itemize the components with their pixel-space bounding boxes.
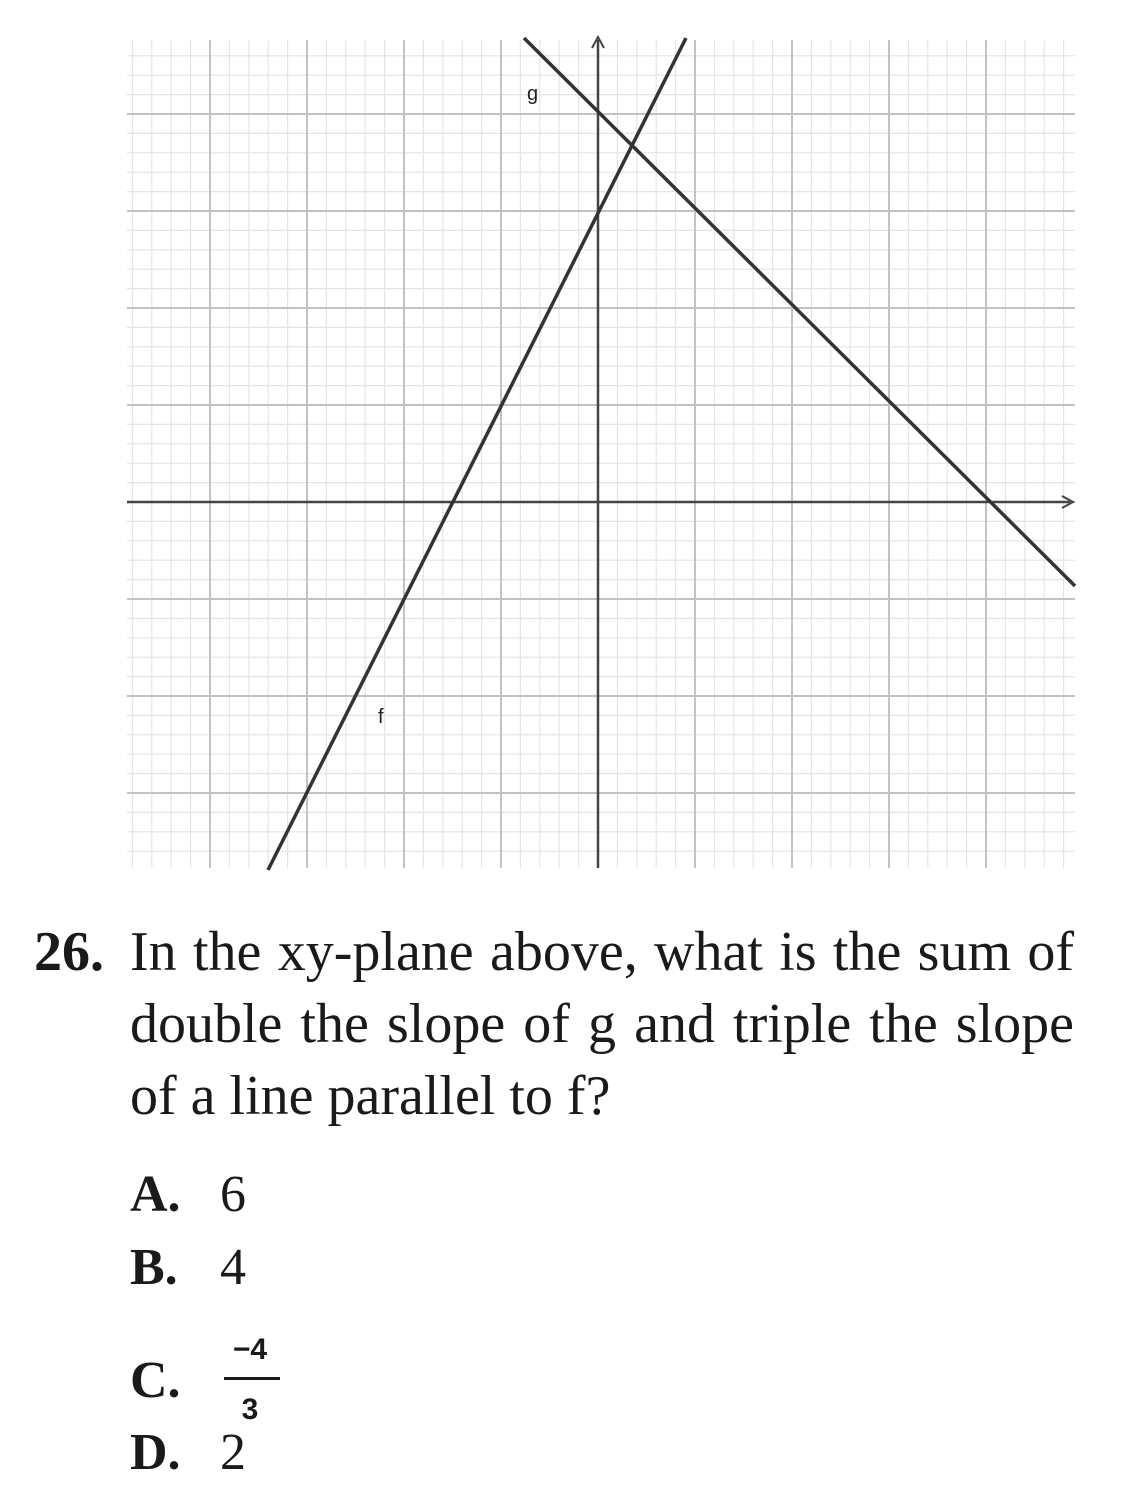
choice-d[interactable] xyxy=(130,1423,246,1483)
fraction-denominator: 3 xyxy=(241,1393,259,1426)
line-g-label: g xyxy=(527,83,539,105)
minor-grid xyxy=(127,40,1075,868)
choice-letter: B. xyxy=(130,1239,178,1296)
choice-letter: C. xyxy=(130,1351,181,1409)
question-text: In the xy-plane above, what is the sum of double the slope of g and triple the slope of a line parallel to f? xyxy=(130,921,1074,1127)
question-number: 26. xyxy=(34,921,104,983)
choice-letter: D. xyxy=(130,1424,181,1481)
line-f xyxy=(268,38,686,870)
choice-a[interactable] xyxy=(130,1165,246,1225)
major-grid xyxy=(127,40,1075,868)
choice-b[interactable] xyxy=(130,1238,246,1298)
fraction-numerator: −4 xyxy=(232,1333,268,1366)
fraction-bar xyxy=(224,1377,280,1380)
choice-c[interactable] xyxy=(130,1330,280,1426)
choice-value: 2 xyxy=(220,1424,246,1481)
line-g xyxy=(524,38,1075,586)
line-f-label: f xyxy=(378,706,384,728)
choice-letter: A. xyxy=(130,1166,181,1223)
choice-value: 4 xyxy=(220,1239,246,1296)
choice-value: 6 xyxy=(220,1166,246,1223)
